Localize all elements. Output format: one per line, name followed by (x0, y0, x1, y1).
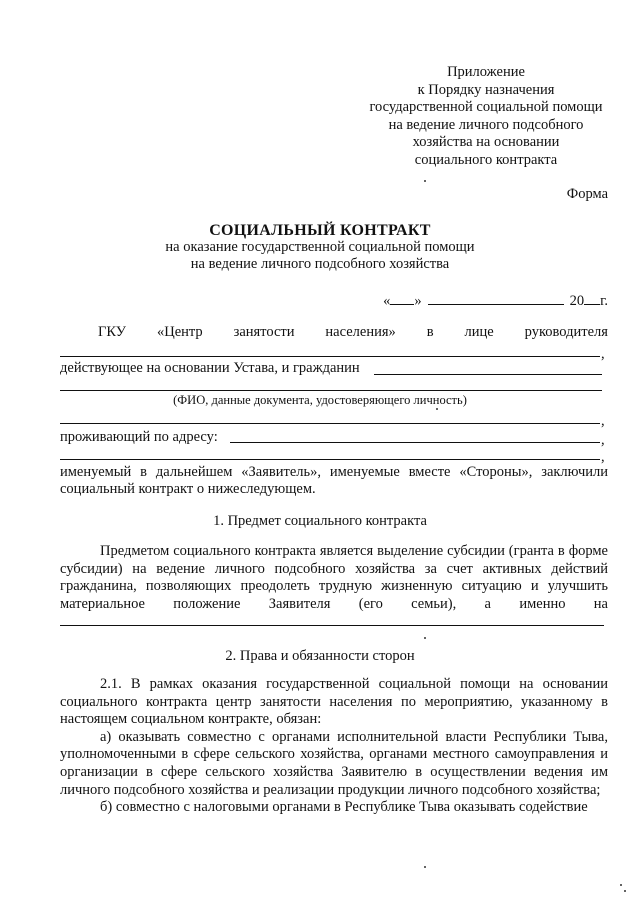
section-2-paragraph: а) оказывать совместно с органами исполнительной власти Республики Тыва, уполномоченными в сфере сельского хозяйства, органами местного самоуправления и организации в сфере сельского хозяйства Заявителю в осуществлении ведения им личного подсобного хозяйства и реализации продукции личного подсобного хозяйства; (60, 728, 608, 798)
appendix-line: государственной социальной помощи (369, 99, 603, 115)
section-1-text (60, 543, 608, 613)
appendix-block (352, 64, 620, 169)
party-word: «Центр (156, 324, 203, 340)
appendix-line: Приложение (447, 64, 525, 80)
party-words (98, 323, 608, 341)
section-1-heading: 1. Предмет социального контракта (213, 513, 427, 529)
comma: , (601, 413, 605, 429)
speck (424, 637, 426, 639)
speck (624, 890, 626, 892)
contract-subtitle (0, 239, 640, 273)
named-text: именуемый в дальнейшем «Заявитель», именуемые вместе «Стороны», заключили (60, 464, 608, 480)
acting-text: действующее на основании Устава, и гражданин (60, 360, 360, 376)
citizen-caption: (ФИО, данные документа, удостоверяющего личность) (173, 393, 467, 407)
section-2-text (60, 676, 608, 817)
citizen-blank[interactable] (374, 374, 602, 375)
director-blank[interactable] (60, 356, 600, 357)
month-blank[interactable] (428, 290, 564, 305)
address-label: проживающий по адресу: (60, 429, 218, 445)
section-2-paragraph: 2.1. В рамках оказания государственной социальной помощи на основании социального контракта центр занятости населения по мероприятию, указанному в настоящем социальном контракте, обязан: (60, 676, 608, 728)
speck (424, 866, 426, 868)
day-blank[interactable] (390, 290, 414, 305)
citizen-blank-2[interactable] (60, 390, 602, 391)
year-prefix: 20 (569, 293, 585, 309)
comma: , (601, 346, 605, 362)
form-label: Форма (566, 186, 608, 202)
party-word: руководителя (524, 324, 608, 340)
address-blank[interactable] (230, 442, 600, 443)
appendix-line: социального контракта (414, 151, 558, 168)
comma: , (601, 449, 605, 465)
comma: , (601, 432, 605, 448)
subtitle-line: на оказание государственной социальной помощи (165, 239, 475, 255)
speck (436, 408, 438, 410)
party-word: в (426, 324, 434, 340)
date-open-quote: « (383, 293, 391, 309)
year-suffix: г. (600, 293, 608, 309)
section-1-paragraph: Предметом социального контракта является выделение субсидии (гранта в форме субсидии) на ведение личного подсобного хозяйства за счет активных действий гражданина, позволяющих преодолеть трудную жизненную ситуацию и улучшить материальное положение Заявителя (его семьи), а именно на (60, 543, 608, 612)
speck (424, 180, 426, 182)
appendix-line: хозяйства на основании (412, 134, 560, 150)
section-2-heading: 2. Права и обязанности сторон (225, 648, 415, 664)
citizen-blank-3[interactable] (60, 423, 600, 424)
purpose-blank[interactable] (60, 625, 604, 626)
party-word: ГКУ (98, 324, 127, 340)
subtitle-line: на ведение личного подсобного хозяйства (190, 256, 450, 272)
party-word: занятости (233, 324, 295, 340)
speck (620, 884, 622, 886)
appendix-line: на ведение личного подсобного (388, 116, 584, 133)
appendix-line: к Порядку назначения (417, 81, 555, 98)
date-close-quote: » (414, 293, 422, 309)
year-blank[interactable] (584, 290, 600, 305)
party-word: населения» (325, 324, 396, 340)
party-word: лице (464, 324, 494, 340)
address-blank-2[interactable] (60, 459, 600, 460)
named-text-2: социальный контракт о нижеследующем. (60, 481, 316, 497)
section-2-paragraph: б) совместно с налоговыми органами в Республике Тыва оказывать содействие (100, 799, 588, 816)
contract-title: СОЦИАЛЬНЫЙ КОНТРАКТ (209, 222, 431, 239)
date-line (383, 290, 608, 310)
